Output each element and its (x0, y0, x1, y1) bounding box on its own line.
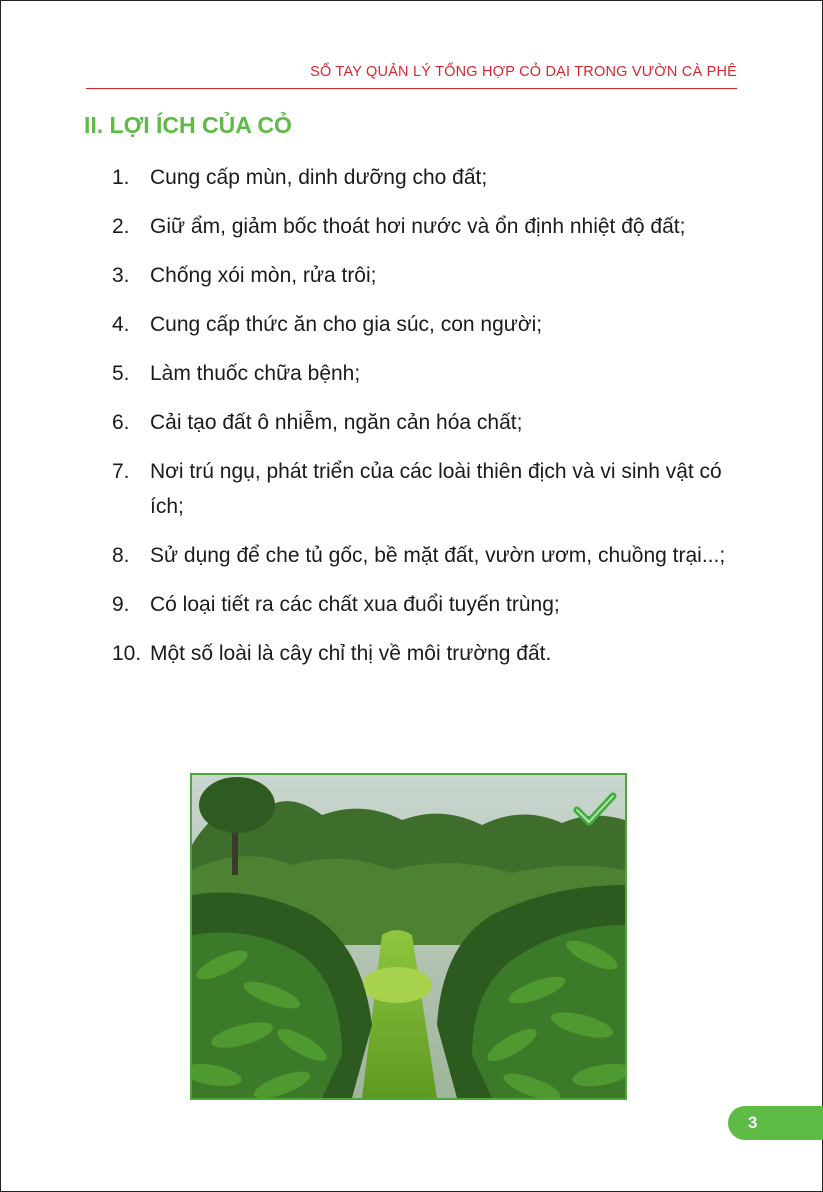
list-item (112, 307, 737, 342)
list-item (112, 209, 737, 244)
list-item (112, 356, 737, 391)
item-number: 10. (112, 642, 142, 665)
item-number: 6. (112, 411, 130, 434)
item-number: 8. (112, 544, 130, 567)
item-text: Cung cấp mùn, dinh dưỡng cho đất; (150, 166, 488, 189)
item-number: 2. (112, 215, 130, 238)
list-item (112, 587, 737, 622)
item-text: Sử dụng để che tủ gốc, bề mặt đất, vườn ươm, chuồng trại...; (150, 544, 726, 567)
item-number: 3. (112, 264, 130, 287)
page-number-tab (728, 1106, 823, 1140)
item-number: 9. (112, 593, 130, 616)
page-number: 3 (748, 1113, 758, 1132)
coffee-garden-illustration (192, 775, 625, 1098)
item-number: 1. (112, 166, 130, 189)
header-divider (86, 88, 737, 89)
item-text: Giữ ẩm, giảm bốc thoát hơi nước và ổn định nhiệt độ đất; (150, 215, 686, 238)
checkmark-icon (573, 790, 617, 828)
benefits-list (112, 160, 737, 685)
list-item (112, 405, 737, 440)
list-item (112, 454, 737, 524)
section-title: II. LỢI ÍCH CỦA CỎ (84, 112, 292, 138)
item-text: Làm thuốc chữa bệnh; (150, 362, 361, 385)
coffee-garden-photo (190, 773, 627, 1100)
list-item (112, 538, 737, 573)
item-text: Nơi trú ngụ, phát triển của các loài thiên địch và vi sinh vật có ích; (150, 460, 722, 518)
list-item (112, 258, 737, 293)
list-item (112, 636, 737, 671)
item-text: Có loại tiết ra các chất xua đuổi tuyến trùng; (150, 593, 560, 616)
running-header: SỔ TAY QUẢN LÝ TỔNG HỢP CỎ DẠI TRONG VƯỜN CÀ PHÊ (310, 64, 737, 80)
item-number: 5. (112, 362, 130, 385)
item-text: Một số loài là cây chỉ thị về môi trường đất. (150, 642, 552, 665)
item-text: Cung cấp thức ăn cho gia súc, con người; (150, 313, 543, 336)
item-text: Chống xói mòn, rửa trôi; (150, 264, 377, 287)
item-number: 7. (112, 460, 130, 483)
item-number: 4. (112, 313, 130, 336)
list-item (112, 160, 737, 195)
item-text: Cải tạo đất ô nhiễm, ngăn cản hóa chất; (150, 411, 523, 434)
